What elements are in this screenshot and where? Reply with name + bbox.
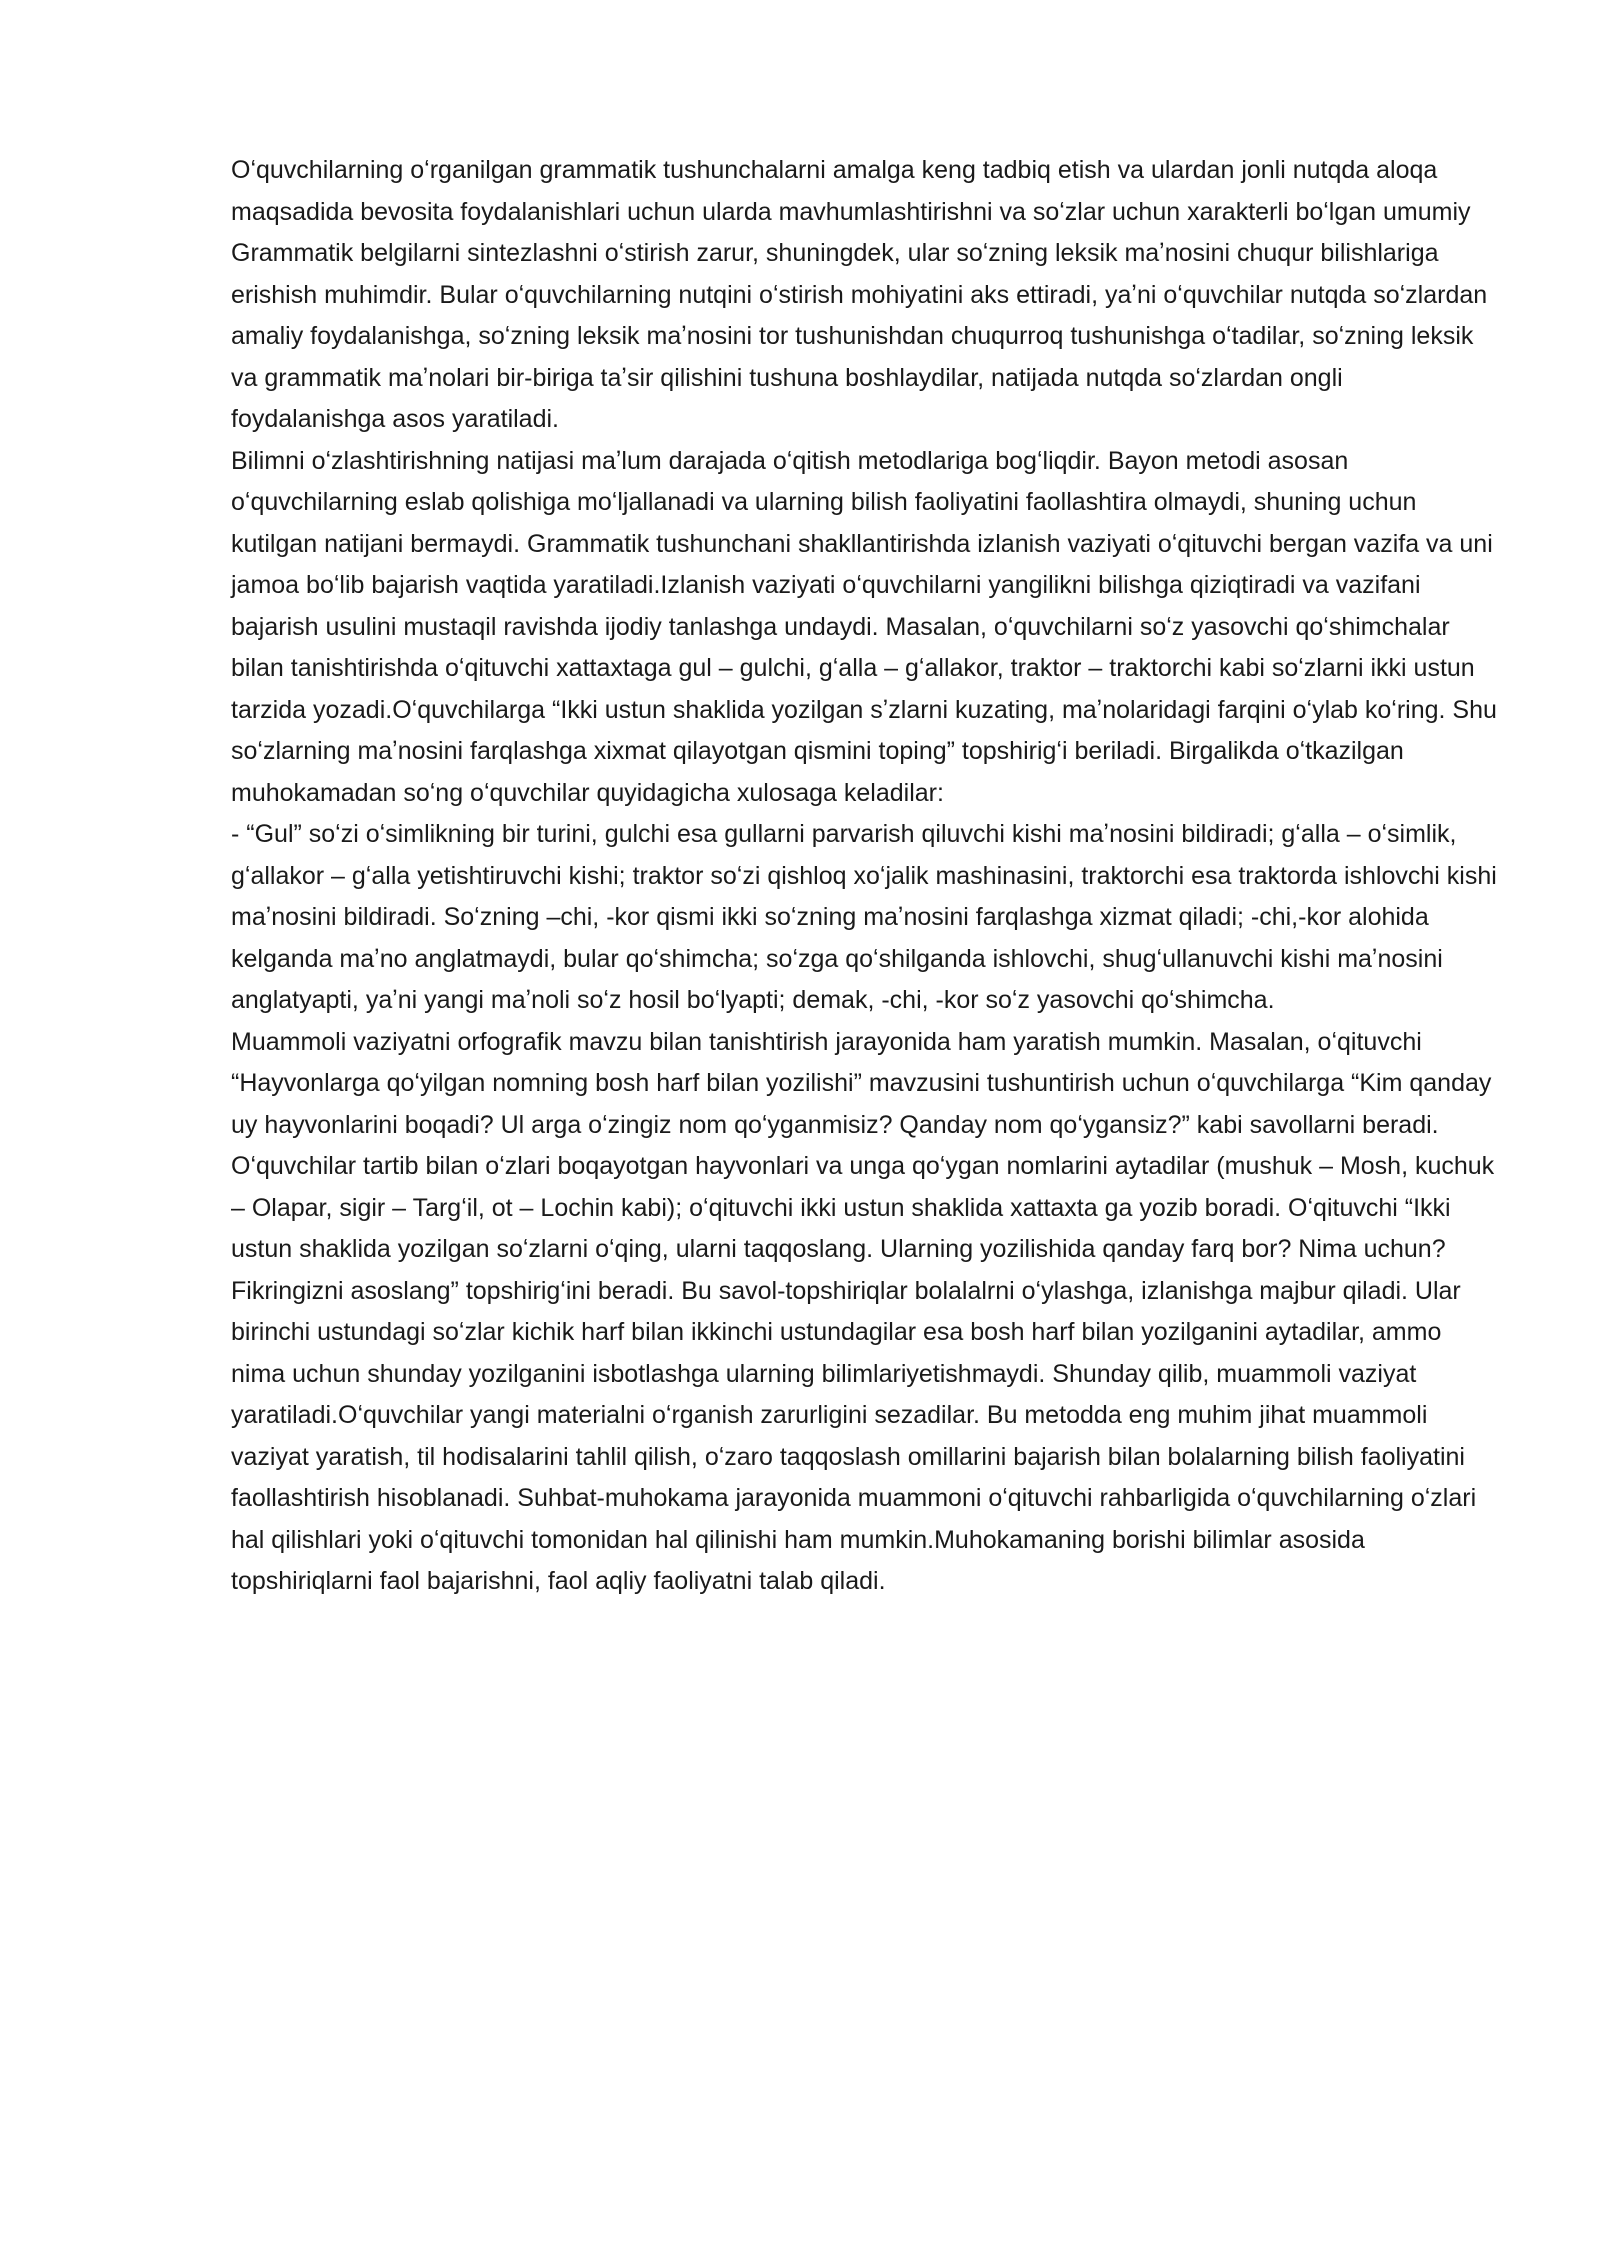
document-body [231,150,1501,1603]
paragraph-2: Bilimni oʻzlashtirishning natijasi maʼlum darajada oʻqitish metodlariga bogʻliqdir. Bayon metodi asosan oʻquvchilarning eslab qolishiga moʻljallanadi va ularning bilish faoliyatini faollashtira olmaydi, shuning uchun kutilgan natijani bermaydi. Grammatik tushunchani shakllantirishda izlanish vaziyati oʻqituvchi bergan vazifa va uni jamoa boʻlib bajarish vaqtida yaratiladi.Izlanish vaziyati oʻquvchilarni yangilikni bilishga qiziqtiradi va vazifani bajarish usulini mustaqil ravishda ijodiy tanlashga undaydi. Masalan, oʻquvchilarni soʻz yasovchi qoʻshimchalar bilan tanishtirishda oʻqituvchi xattaxtaga gul – gulchi, gʻalla – gʻallakor, traktor – traktorchi kabi soʻzlarni ikki ustun tarzida yozadi.Oʻquvchilarga “Ikki ustun shaklida yozilgan sʼzlarni kuzating, maʼnolaridagi farqini oʻylab koʻring. Shu soʻzlarning maʼnosini farqlashga xixmat qilayotgan qismini toping” topshirigʻi beriladi. Birgalikda oʻtkazilgan muhokamadan soʻng oʻquvchilar quyidagicha xulosaga keladilar: [231,446,1497,807]
paragraph-1: Oʻquvchilarning oʻrganilgan grammatik tushunchalarni amalga keng tadbiq etish va ulardan jonli nutqda aloqa maqsadida bevosita foydalanishlari uchun ularda mavhumlashtirishni va soʻzlar uchun xarakterli boʻlgan umumiy Grammatik belgilarni sintezlashni oʻstirish zarur, shuningdek, ular soʻzning leksik maʼnosini chuqur bilishlariga erishish muhimdir. Bular oʻquvchilarning nutqini oʻstirish mohiyatini aks ettiradi, yaʼni oʻquvchilar nutqda soʻzlardan amaliy foydalanishga, soʻzning leksik maʼnosini tor tushunishdan chuqurroq tushunishga oʻtadilar, soʻzning leksik va grammatik maʼnolari bir-biriga taʼsir qilishini tushuna boshlaydilar, natijada nutqda soʻzlardan ongli foydalanishga asos yaratiladi. [231,156,1488,433]
paragraph-4: Muammoli vaziyatni orfografik mavzu bilan tanishtirish jarayonida ham yaratish mumkin. Masalan, oʻqituvchi “Hayvonlarga qoʻyilgan nomning bosh harf bilan yozilishi” mavzusini tushuntirish uchun oʻquvchilarga “Kim qanday uy hayvonlarini boqadi? Ul arga oʻzingiz nom qoʻyganmisiz? Qanday nom qoʻygansiz?” kabi savollarni beradi. Oʻquvchilar tartib bilan oʻzlari boqayotgan hayvonlari va unga qoʻygan nomlarini aytadilar (mushuk – Mosh, kuchuk – Olapar, sigir – Targʻil, ot – Lochin kabi); oʻqituvchi ikki ustun shaklida xattaxta ga yozib boradi. Oʻqituvchi “Ikki ustun shaklida yozilgan soʻzlarni oʻqing, ularni taqqoslang. Ularning yozilishida qanday farq bor? Nima uchun? Fikringizni asoslang” topshirigʻini beradi. Bu savol-topshiriqlar bolalalrni oʻylashga, izlanishga majbur qiladi. Ular birinchi ustundagi soʻzlar kichik harf bilan ikkinchi ustundagilar esa bosh harf bilan yozilganini aytadilar, ammo nima uchun shunday yozilganini isbotlashga ularning bilimlariyetishmaydi. Shunday qilib, muammoli vaziyat yaratiladi.Oʻquvchilar yangi materialni oʻrganish zarurligini sezadilar. Bu metodda eng muhim jihat muammoli vaziyat yaratish, til hodisalarini tahlil qilish, oʻzaro taqqoslash omillarini bajarish bilan bolalarning bilish faoliyatini faollashtirish hisoblanadi. Suhbat-muhokama jarayonida muammoni oʻqituvchi rahbarligida oʻquvchilarning oʻzlari hal qilishlari yoki oʻqituvchi tomonidan hal qilinishi ham mumkin.Muhokamaning borishi bilimlar asosida topshiriqlarni faol bajarishni, faol aqliy faoliyatni talab qiladi. [231,1027,1495,1595]
paragraph-3: - “Gul” soʻzi oʻsimlikning bir turini, gulchi esa gullarni parvarish qiluvchi kishi maʼnosini bildiradi; gʻalla – oʻsimlik, gʻallakor – gʻalla yetishtiruvchi kishi; traktor soʻzi qishloq xoʻjalik mashinasini, traktorchi esa traktorda ishlovchi kishi maʼnosini bildiradi. Soʻzning –chi, -kor qismi ikki soʻzning maʼnosini farqlashga xizmat qiladi; -chi,-kor alohida kelganda maʼno anglatmaydi, bular qoʻshimcha; soʻzga qoʻshilganda ishlovchi, shugʻullanuvchi kishi maʼnosini anglatyapti, yaʼni yangi maʼnoli soʻz hosil boʻlyapti; demak, -chi, -kor soʻz yasovchi qoʻshimcha. [231,820,1497,1014]
